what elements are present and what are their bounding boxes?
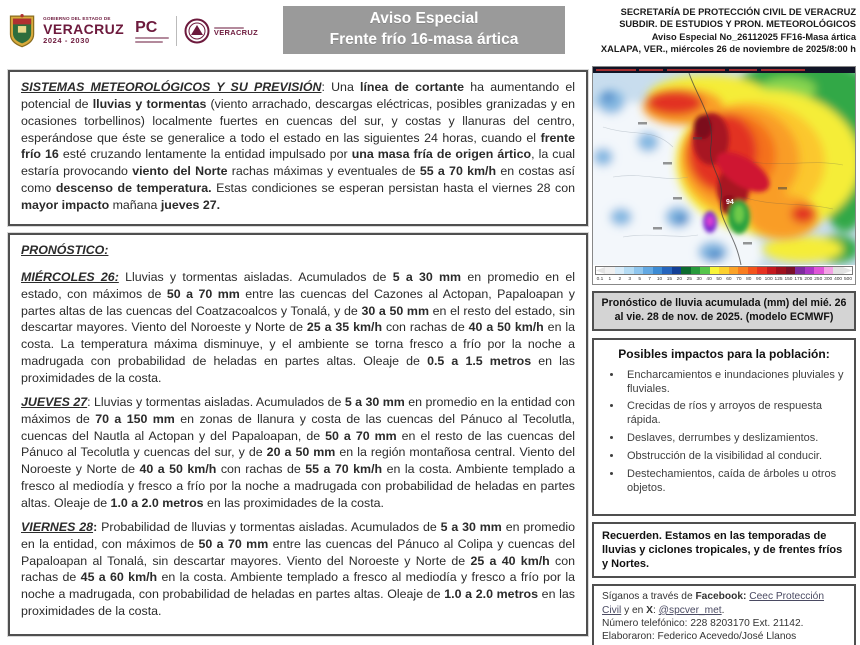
text-run: Facebook:: [695, 591, 747, 603]
text-run: en la costa. La temperatura máxima disminuye, y el ambiente se torna fresco a frío por la noche a madrugada con probabilidad de heladas en partes altas. Oleaje de: [21, 320, 576, 369]
emblem-text: [214, 26, 258, 37]
colorbar-tick: 125: [774, 277, 783, 282]
colorbar-tick: 0.1: [596, 277, 604, 282]
text-run: con rachas de: [216, 462, 306, 477]
text-run: 70 a 150 mm: [95, 411, 175, 426]
list-item: • Obstrucción de la visibilidad al conducir.: [623, 450, 845, 464]
text-run: PRONÓSTICO:: [21, 243, 109, 257]
gov-logo-years: 2024 - 2030: [43, 36, 90, 46]
colorbar-tick: 100: [764, 277, 773, 282]
text-run: 25 a 40 km/h: [470, 553, 550, 568]
colorbar-tick: 150: [784, 277, 793, 282]
text-run: 1.0 a 2.0 metros: [444, 587, 538, 602]
colorbar-tick: 2: [618, 277, 622, 282]
text-run: 25 a 35 km/h: [306, 320, 383, 335]
text-run: 55 a 70 km/h: [419, 164, 497, 179]
colorbar-segment: [672, 267, 682, 274]
colorbar-segment: [757, 267, 767, 274]
text-run: VIERNES 28: [21, 519, 94, 534]
text-run: frente frío 16: [21, 130, 575, 162]
colorbar-tick: 90: [756, 277, 762, 282]
colorbar-segment: [795, 267, 805, 274]
colorbar-tick: 15: [666, 277, 673, 282]
gov-logo-small-line: GOBIERNO DEL ESTADO DE: [43, 16, 111, 22]
colorbar-tick: 200: [804, 277, 813, 282]
text-run: en el resto del estado, sin descartar mayores. Viento del Noroeste y Norte de: [21, 303, 575, 335]
text-run: : Una: [321, 80, 361, 94]
proteccion-civil-emblem: [184, 18, 258, 44]
main-text-column: [8, 70, 588, 636]
text-run: con rachas de: [382, 320, 469, 335]
map-attribution-marks: [596, 69, 805, 71]
text-run: lluvias y tormentas: [92, 96, 207, 111]
org-line-secretaria: SECRETARÍA DE PROTECCIÓN CIVIL DE VERACRUZ: [620, 7, 856, 17]
forecast-heading: [21, 242, 575, 259]
colorbar-tick: 500: [844, 277, 853, 282]
impacts-list: [603, 369, 845, 497]
colorbar-tick: 40: [706, 277, 712, 282]
forecast-friday: [21, 519, 575, 620]
colorbar-segment: [691, 267, 701, 274]
colorbar-segment: [700, 267, 710, 274]
colorbar-tick: 50: [716, 277, 722, 282]
text-run: en la región montañosa central. Viento del Noroeste y Norte de: [21, 445, 575, 477]
colorbar-tick: 25: [686, 277, 692, 282]
text-run: mañana: [109, 198, 161, 213]
impacts-box: [592, 338, 856, 516]
forecast-box: [8, 233, 588, 636]
emblem-name: VERACRUZ: [213, 28, 258, 37]
colorbar-segment: [662, 267, 672, 274]
text-run: una masa fría de origen ártico: [351, 147, 532, 162]
logo-strip: [8, 7, 258, 55]
text-run: Probabilidad de lluvias y tormentas aisladas. Acumulados de: [97, 519, 441, 534]
text-run: 5 a 30 mm: [440, 519, 502, 534]
text-run: en las proximidades de la costa.: [21, 587, 575, 619]
colorbar-segment: [719, 267, 729, 274]
colorbar-tick: 20: [676, 277, 682, 282]
text-run: y en: [621, 604, 647, 616]
text-run: .: [721, 604, 725, 616]
text-run: (viento arrachado, descargas eléctricas, posibles granizadas y en ocasiones torbellinos) localmente fuertes en cuencas del sur, y costas y llanuras del centro, esperándose que éste se generalice a todo el estado en las siguientes 24 horas, cuando el: [21, 96, 575, 145]
colorbar-segment: [624, 267, 634, 274]
text-run: 5 a 30 mm: [392, 269, 462, 284]
text-run: 45 a 60 km/h: [80, 570, 158, 585]
social-line: [602, 590, 846, 617]
colorbar-segment: [710, 267, 720, 274]
text-run: 5 a 30 mm: [344, 394, 405, 409]
list-item: • Crecidas de ríos y arroyos de respuesta rápida.: [623, 400, 845, 428]
map-max-value-label: 94: [726, 199, 734, 206]
pc-logo: [135, 20, 169, 43]
text-run: entre las cuencas del Pánuco al Colipa y cuencas del Papaloapan al Tonalá, sin descartar mayores. Viento del Noroeste y Norte de: [21, 536, 575, 568]
title-line-1: Aviso Especial: [369, 10, 479, 28]
colorbar-tick: 175: [794, 277, 803, 282]
text-run: MIÉRCOLES 26:: [21, 269, 119, 284]
text-run: ha aumentando el potencial de: [21, 80, 575, 111]
text-run: :: [652, 604, 659, 616]
colorbar-left-arrow-icon: [596, 267, 605, 274]
colorbar-tick: 3: [628, 277, 632, 282]
text-run: en promedio en la entidad con máximos de: [21, 394, 575, 426]
forecast-wednesday: [21, 269, 575, 387]
colorbar-segment: [643, 267, 653, 274]
colorbar-segment: [767, 267, 777, 274]
text-run: 20 a 50 mm: [266, 445, 336, 460]
text-run: 55 a 70 km/h: [305, 462, 383, 477]
contact-footer: [592, 584, 856, 645]
text-run: en la costa. Ambiente templado a fresco al mediodía y fresco a frío por la noche a madrugada con probabilidad de heladas en partes altas. Oleaje de: [21, 462, 576, 511]
colorbar-segment: [776, 267, 786, 274]
colorbar-tick: 400: [834, 277, 843, 282]
colorbar-tick: 80: [746, 277, 752, 282]
text-run: en las proximidades de la costa.: [21, 354, 576, 386]
text-run: 50 a 70 mm: [325, 428, 397, 443]
colorbar-tick: 7: [648, 277, 651, 282]
colorbar-segment: [833, 267, 843, 274]
colorbar-segment: [748, 267, 758, 274]
text-run: : Lluvias y tormentas aisladas. Acumulados de: [87, 394, 345, 409]
map-colorbar: [595, 266, 853, 275]
colorbar-segment: [605, 267, 615, 274]
colorbar-segment: [805, 267, 815, 274]
phone-line: Número telefónico: 228 8203170 Ext. 21142.: [602, 617, 804, 629]
side-column: [592, 66, 856, 645]
colorbar-segment: [738, 267, 748, 274]
forecast-thursday: [21, 394, 575, 512]
org-line-subdir: SUBDIR. DE ESTUDIOS Y PRON. METEOROLÓGICOS: [619, 19, 856, 30]
text-run: jueves 27.: [160, 198, 221, 213]
colorbar-segment: [634, 267, 644, 274]
gov-logo-text: [43, 17, 124, 44]
title-line-2: Frente frío 16-masa ártica: [329, 31, 519, 48]
colorbar-segment: [824, 267, 834, 274]
colorbar-tick: 60: [726, 277, 732, 282]
text-run: esté cruzando lentamente la entidad impulsado por: [58, 147, 352, 162]
link[interactable]: Ceec Protección Civil: [602, 591, 824, 616]
text-run: 0.5 a 1.5 metros: [427, 354, 532, 369]
colorbar-segment: [786, 267, 796, 274]
text-run: en zonas de llanura y costa de las cuencas del Pánuco al Tecolutla, cuencas del Nautla al Actopan y del Papaloapan, de: [21, 411, 575, 443]
colorbar-segment: [615, 267, 625, 274]
colorbar-segment: [681, 267, 691, 274]
list-item: • Destechamientos, caída de árboles u otros objetos.: [623, 468, 845, 496]
veracruz-coat-of-arms-icon: [8, 10, 36, 52]
colorbar-tick: 70: [736, 277, 742, 282]
text-run: X: [646, 604, 653, 616]
systems-paragraph: [21, 79, 575, 214]
list-item: • Deslaves, derrumbes y deslizamientos.: [623, 432, 845, 446]
text-run: en promedio en la entidad, con máximos de: [21, 519, 576, 551]
logo-divider: [176, 16, 177, 46]
text-run: en costas así como: [21, 164, 575, 196]
text-run: entre las cuencas del Cazones al Actopan, Papaloapan y partes altas de las cuencas del Coatzacoalcos y Tonalá, y de: [21, 286, 575, 318]
map-colorbar-segments: [605, 267, 843, 274]
gov-logo-name: VERACRUZ: [43, 21, 125, 38]
text-run: JUEVES 27: [21, 394, 88, 409]
impacts-title: Posibles impactos para la población:: [618, 346, 830, 361]
list-item: • Encharcamientos e inundaciones pluviales y fluviales.: [623, 369, 845, 397]
colorbar-tick: 10: [656, 277, 663, 282]
pc-logo-subtext-bar: [135, 37, 169, 39]
colorbar-tick: 1: [608, 277, 612, 282]
text-run: SISTEMAS METEOROLÓGICOS Y SU PREVISIÓN: [21, 80, 322, 94]
reminder-box: Recuerden. Estamos en las temporadas de lluvias y ciclones tropicales, y de frentes fríos y Nortes.: [592, 522, 856, 579]
text-run: 40 a 50 km/h: [139, 462, 217, 477]
text-run: mayor impacto: [21, 198, 110, 213]
colorbar-right-arrow-icon: [843, 267, 852, 274]
colorbar-tick: 30: [696, 277, 702, 282]
systems-box: [8, 70, 588, 226]
text-run: descenso de temperatura.: [55, 181, 212, 196]
pc-emblem-icon: [184, 18, 210, 44]
text-run: 1.0 a 2.0 metros: [110, 496, 204, 511]
pc-logo-subtext-bar: [135, 41, 163, 43]
colorbar-tick: 5: [638, 277, 641, 282]
text-run: con rachas de: [21, 553, 576, 585]
text-run: viento del Norte: [132, 164, 228, 179]
text-run: en la costa. Ambiente templado a fresco al mediodía y fresco a frío por la noche a madrugada, con probabilidad de heladas en partes altas. Oleaje de: [21, 570, 576, 602]
org-line-date: XALAPA, VER., miércoles 26 de noviembre de 2025/8:00 h: [600, 43, 856, 54]
text-run: Estas condiciones se esperan persistan hasta el viernes 28 con: [211, 181, 575, 196]
colorbar-segment: [729, 267, 739, 274]
text-run: Síganos a través de: [602, 591, 696, 603]
colorbar-segment: [653, 267, 663, 274]
map-caption: Pronóstico de lluvia acumulada (mm) del mié. 26 al vie. 28 de nov. de 2025. (modelo ECMWF): [592, 291, 856, 331]
text-run: 40 a 50 km/h: [468, 320, 544, 335]
text-run: en el resto de las cuencas del Pánuco al Tecolutla y cuencas del sur, y de: [21, 428, 575, 460]
colorbar-tick: 300: [824, 277, 833, 282]
text-run: Lluvias y tormentas aisladas. Acumulados de: [118, 269, 393, 284]
text-run: 50 a 70 mm: [198, 536, 269, 551]
text-run: en las proximidades de la costa.: [203, 496, 384, 511]
text-run: rachas máximas y eventuales de: [227, 164, 420, 179]
text-run: , la cual estaría provocando: [21, 147, 576, 179]
org-line-aviso-number: Aviso Especial No_26112025 FF16-Masa ártica: [651, 31, 856, 42]
precipitation-map-panel: [592, 66, 856, 285]
org-header: [584, 6, 856, 55]
text-run: 50 a 70 mm: [166, 286, 240, 301]
text-run: en promedio en el estado, con máximos de: [21, 269, 575, 301]
title-banner: [283, 6, 565, 54]
map-colorbar-ticks: [595, 275, 853, 284]
text-run: 30 a 50 mm: [361, 303, 429, 318]
credits-line: Elaboraron: Federico Acevedo/José Llanos: [602, 631, 797, 643]
colorbar-tick: 250: [814, 277, 823, 282]
precipitation-map: [593, 67, 855, 265]
link[interactable]: @spcver_met: [658, 604, 722, 616]
text-run: línea de cortante: [360, 80, 465, 94]
text-run: :: [93, 519, 98, 534]
colorbar-segment: [814, 267, 824, 274]
pc-logo-abbr: PC: [135, 18, 158, 36]
